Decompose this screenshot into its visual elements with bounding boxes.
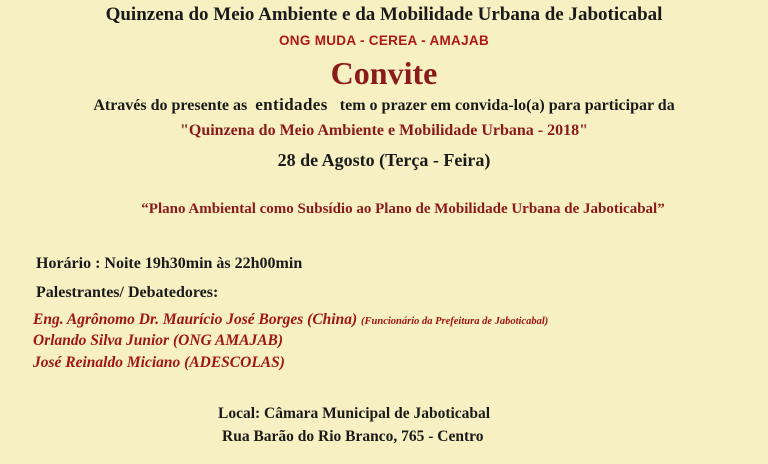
speaker-name: Eng. Agrônomo Dr. Maurício José Borges (China): [33, 311, 358, 328]
intro-entities: entidades: [255, 95, 328, 114]
speaker-item: [33, 332, 283, 350]
location-address: Rua Barão do Rio Branco, 765 - Centro: [222, 428, 484, 445]
page-title: Quinzena do Meio Ambiente e da Mobilidade Urbana de Jaboticabal: [105, 4, 663, 25]
schedule-time: Horário : Noite 19h30min às 22h00min: [36, 255, 303, 272]
speaker-name: Orlando Silva Junior (ONG AMAJAB): [33, 332, 284, 349]
speaker-name: José Reinaldo Miciano (ADESCOLAS): [33, 354, 285, 371]
event-date: 28 de Agosto (Terça - Feira): [277, 150, 491, 170]
intro-start: Através do presente as: [93, 97, 248, 114]
intro-text: [0, 95, 768, 115]
speaker-item: [33, 354, 285, 372]
organizations-line: ONG MUDA - CEREA - AMAJAB: [279, 33, 489, 48]
intro-end: tem o prazer em convida-lo(a) para participar da: [339, 97, 675, 114]
speakers-label: Palestrantes/ Debatedores:: [36, 284, 219, 301]
speaker-item: [33, 311, 548, 329]
speaker-note: (Funcionário da Prefeitura de Jaboticabal): [361, 316, 549, 327]
event-name: "Quinzena do Meio Ambiente e Mobilidade Urbana - 2018": [180, 122, 588, 139]
invitation-heading: Convite: [330, 55, 438, 91]
location-venue: Local: Câmara Municipal de Jaboticabal: [218, 405, 491, 422]
event-theme: “Plano Ambiental como Subsídio ao Plano de Mobilidade Urbana de Jaboticabal”: [141, 201, 665, 217]
